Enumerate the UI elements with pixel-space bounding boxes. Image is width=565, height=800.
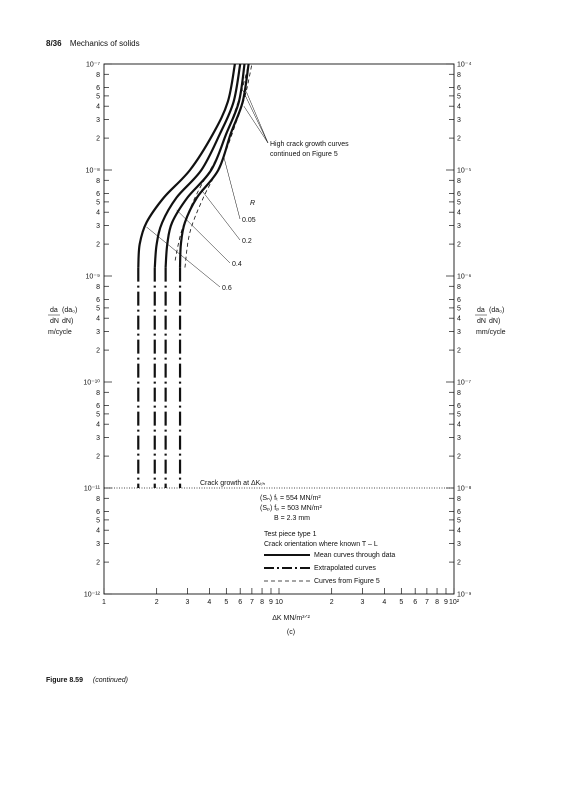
y-left-tick-label: 8 xyxy=(96,495,100,503)
y-right-label: dN) xyxy=(489,318,501,325)
x-tick-label: 8 xyxy=(435,599,439,606)
y-left-tick-label: 4 xyxy=(96,421,100,429)
y-right-label-units: mm/cycle xyxy=(476,329,506,336)
y-left-tick-label: 2 xyxy=(96,241,100,249)
y-right-tick-label: 10⁻⁶ xyxy=(457,273,472,281)
y-right-tick-label: 5 xyxy=(457,199,461,207)
y-left-tick-label: 4 xyxy=(96,527,100,535)
y-right-tick-label: 5 xyxy=(457,517,461,525)
r-leader-line xyxy=(177,210,230,263)
y-right-tick-label: 10⁻⁹ xyxy=(457,591,472,599)
y-right-tick-label: 8 xyxy=(457,177,461,185)
y-left-tick-label: 2 xyxy=(96,559,100,567)
y-left-tick-label: 8 xyxy=(96,177,100,185)
x-tick-label: 6 xyxy=(238,599,243,606)
y-right-tick-label: 2 xyxy=(457,135,461,143)
y-right-tick-label: 5 xyxy=(457,411,461,419)
y-left-label-units: m/cycle xyxy=(48,329,72,336)
x-tick-label: 2 xyxy=(329,599,334,606)
y-left-tick-label: 8 xyxy=(96,71,100,79)
y-right-tick-label: 2 xyxy=(457,559,461,567)
y-left-tick-label: 5 xyxy=(96,305,100,313)
y-left-tick-label: 10⁻¹⁰ xyxy=(83,379,100,387)
legend-label: Mean curves through data xyxy=(314,552,396,559)
series-R-0.4 xyxy=(155,64,240,488)
y-right-tick-label: 10⁻⁷ xyxy=(457,379,472,387)
y-right-label: (da₀) xyxy=(489,307,505,314)
y-right-tick-label: 8 xyxy=(457,389,461,397)
y-left-tick-label: 3 xyxy=(96,434,100,442)
figure-note: (continued) xyxy=(92,677,128,684)
y-left-label: da xyxy=(50,307,58,314)
x-axis-label: ΔK MN/m³ᐟ² xyxy=(272,615,310,622)
x-tick-label: 5 xyxy=(224,599,229,606)
y-right-tick-label: 3 xyxy=(457,434,461,442)
x-tick-label: 2 xyxy=(154,599,159,606)
y-left-tick-label: 5 xyxy=(96,411,100,419)
series-layer xyxy=(104,64,454,488)
prop-B: B = 2.3 mm xyxy=(274,515,310,522)
y-right-tick-label: 6 xyxy=(457,297,461,305)
prop-test-piece: Test piece type 1 xyxy=(264,531,317,538)
panel-label: (c) xyxy=(286,629,296,636)
x-tick-label: 5 xyxy=(399,599,404,606)
r-leader-line xyxy=(223,155,240,219)
y-left-tick-label: 6 xyxy=(96,85,100,93)
high-growth-label: High crack growth curves xyxy=(270,141,349,148)
y-left-label: dN xyxy=(50,318,59,325)
y-right-tick-label: 3 xyxy=(457,540,461,548)
y-right-tick-label: 5 xyxy=(457,93,461,101)
x-tick-label: 10² xyxy=(448,599,460,606)
y-left-tick-label: 10⁻⁷ xyxy=(85,61,100,69)
r-value-label: 0.6 xyxy=(222,285,232,292)
y-right-tick-label: 6 xyxy=(457,509,461,517)
y-right-tick-label: 4 xyxy=(457,527,461,535)
high-growth-label: continued on Figure 5 xyxy=(270,151,338,158)
y-right-tick-label: 8 xyxy=(457,71,461,79)
high-growth-leader xyxy=(244,106,268,143)
y-left-tick-label: 4 xyxy=(96,103,100,111)
y-right-tick-label: 8 xyxy=(457,495,461,503)
y-right-tick-label: 2 xyxy=(457,241,461,249)
y-left-tick-label: 8 xyxy=(96,283,100,291)
y-left-tick-label: 2 xyxy=(96,453,100,461)
y-right-tick-label: 4 xyxy=(457,103,461,111)
y-left-tick-label: 3 xyxy=(96,116,100,124)
x-tick-label: 9 xyxy=(269,599,273,606)
y-right-tick-label: 10⁻⁵ xyxy=(457,167,472,175)
y-left-tick-label: 3 xyxy=(96,328,100,336)
x-tick-label: 8 xyxy=(260,599,264,606)
x-tick-label: 7 xyxy=(249,599,254,606)
prop-fp: (Sₚ) fₚ = 503 MN/m² xyxy=(260,505,322,512)
y-right-tick-label: 10⁻⁴ xyxy=(457,61,472,69)
y-right-tick-label: 4 xyxy=(457,209,461,217)
figure-caption xyxy=(46,677,128,684)
r-symbol-label: R xyxy=(250,200,256,207)
label-layer xyxy=(48,62,506,637)
y-left-tick-label: 3 xyxy=(96,222,100,230)
page-number: 8/36 xyxy=(46,39,62,48)
y-left-tick-label: 10⁻⁹ xyxy=(85,273,100,281)
x-tick-label: 10 xyxy=(275,599,283,606)
r-value-label: 0.4 xyxy=(232,261,242,268)
x-tick-label: 4 xyxy=(207,599,212,606)
page-title: Mechanics of solids xyxy=(69,39,140,48)
y-left-tick-label: 6 xyxy=(96,403,100,411)
r-leader-line xyxy=(147,227,220,287)
series-R-0.6 xyxy=(138,64,235,488)
y-right-tick-label: 4 xyxy=(457,421,461,429)
y-right-tick-label: 10⁻⁸ xyxy=(457,485,472,493)
y-left-tick-label: 4 xyxy=(96,315,100,323)
threshold-label: Crack growth at ΔKₜₕ xyxy=(200,480,266,487)
y-right-tick-label: 2 xyxy=(457,453,461,461)
x-tick-label: 1 xyxy=(102,599,106,606)
y-left-tick-label: 3 xyxy=(96,540,100,548)
series-R-0.2 xyxy=(166,64,249,488)
high-growth-leader xyxy=(241,88,268,143)
y-right-tick-label: 6 xyxy=(457,403,461,411)
figure5-curve xyxy=(175,64,249,261)
x-tick-label: 4 xyxy=(382,599,387,606)
y-left-tick-label: 10⁻⁸ xyxy=(85,167,100,175)
y-left-tick-label: 5 xyxy=(96,93,100,101)
y-right-tick-label: 6 xyxy=(457,85,461,93)
y-left-tick-label: 10⁻¹¹ xyxy=(83,485,100,493)
y-left-tick-label: 6 xyxy=(96,297,100,305)
legend-label: Curves from Figure 5 xyxy=(314,578,380,585)
y-left-tick-label: 2 xyxy=(96,135,100,143)
y-left-tick-label: 5 xyxy=(96,199,100,207)
y-right-tick-label: 8 xyxy=(457,283,461,291)
y-right-tick-label: 3 xyxy=(457,222,461,230)
y-left-label: dN) xyxy=(62,318,74,325)
y-right-tick-label: 2 xyxy=(457,347,461,355)
x-tick-label: 3 xyxy=(185,599,190,606)
y-left-tick-label: 5 xyxy=(96,517,100,525)
high-growth-leader xyxy=(246,92,268,143)
y-left-label: (da₀) xyxy=(62,307,78,314)
y-left-tick-label: 4 xyxy=(96,209,100,217)
prop-ft: (Sₙ) fₜ = 554 MN/m² xyxy=(260,495,321,502)
x-tick-label: 3 xyxy=(360,599,365,606)
legend-label: Extrapolated curves xyxy=(314,565,376,572)
y-right-tick-label: 5 xyxy=(457,305,461,313)
y-right-tick-label: 4 xyxy=(457,315,461,323)
r-value-label: 0.2 xyxy=(242,238,252,245)
figure-number: Figure 8.59 xyxy=(46,677,83,684)
y-right-tick-label: 3 xyxy=(457,116,461,124)
x-tick-label: 9 xyxy=(444,599,448,606)
x-tick-label: 7 xyxy=(424,599,429,606)
y-right-tick-label: 3 xyxy=(457,328,461,336)
r-value-label: 0.05 xyxy=(242,217,256,224)
x-tick-label: 6 xyxy=(413,599,418,606)
y-right-tick-label: 6 xyxy=(457,191,461,199)
y-left-tick-label: 10⁻¹² xyxy=(83,591,100,599)
y-left-tick-label: 6 xyxy=(96,509,100,517)
y-right-label: dN xyxy=(477,318,486,325)
y-right-label: da xyxy=(477,307,485,314)
y-left-tick-label: 6 xyxy=(96,191,100,199)
y-left-tick-label: 2 xyxy=(96,347,100,355)
y-left-tick-label: 8 xyxy=(96,389,100,397)
prop-orientation: Crack orientation where known T – L xyxy=(264,541,378,548)
